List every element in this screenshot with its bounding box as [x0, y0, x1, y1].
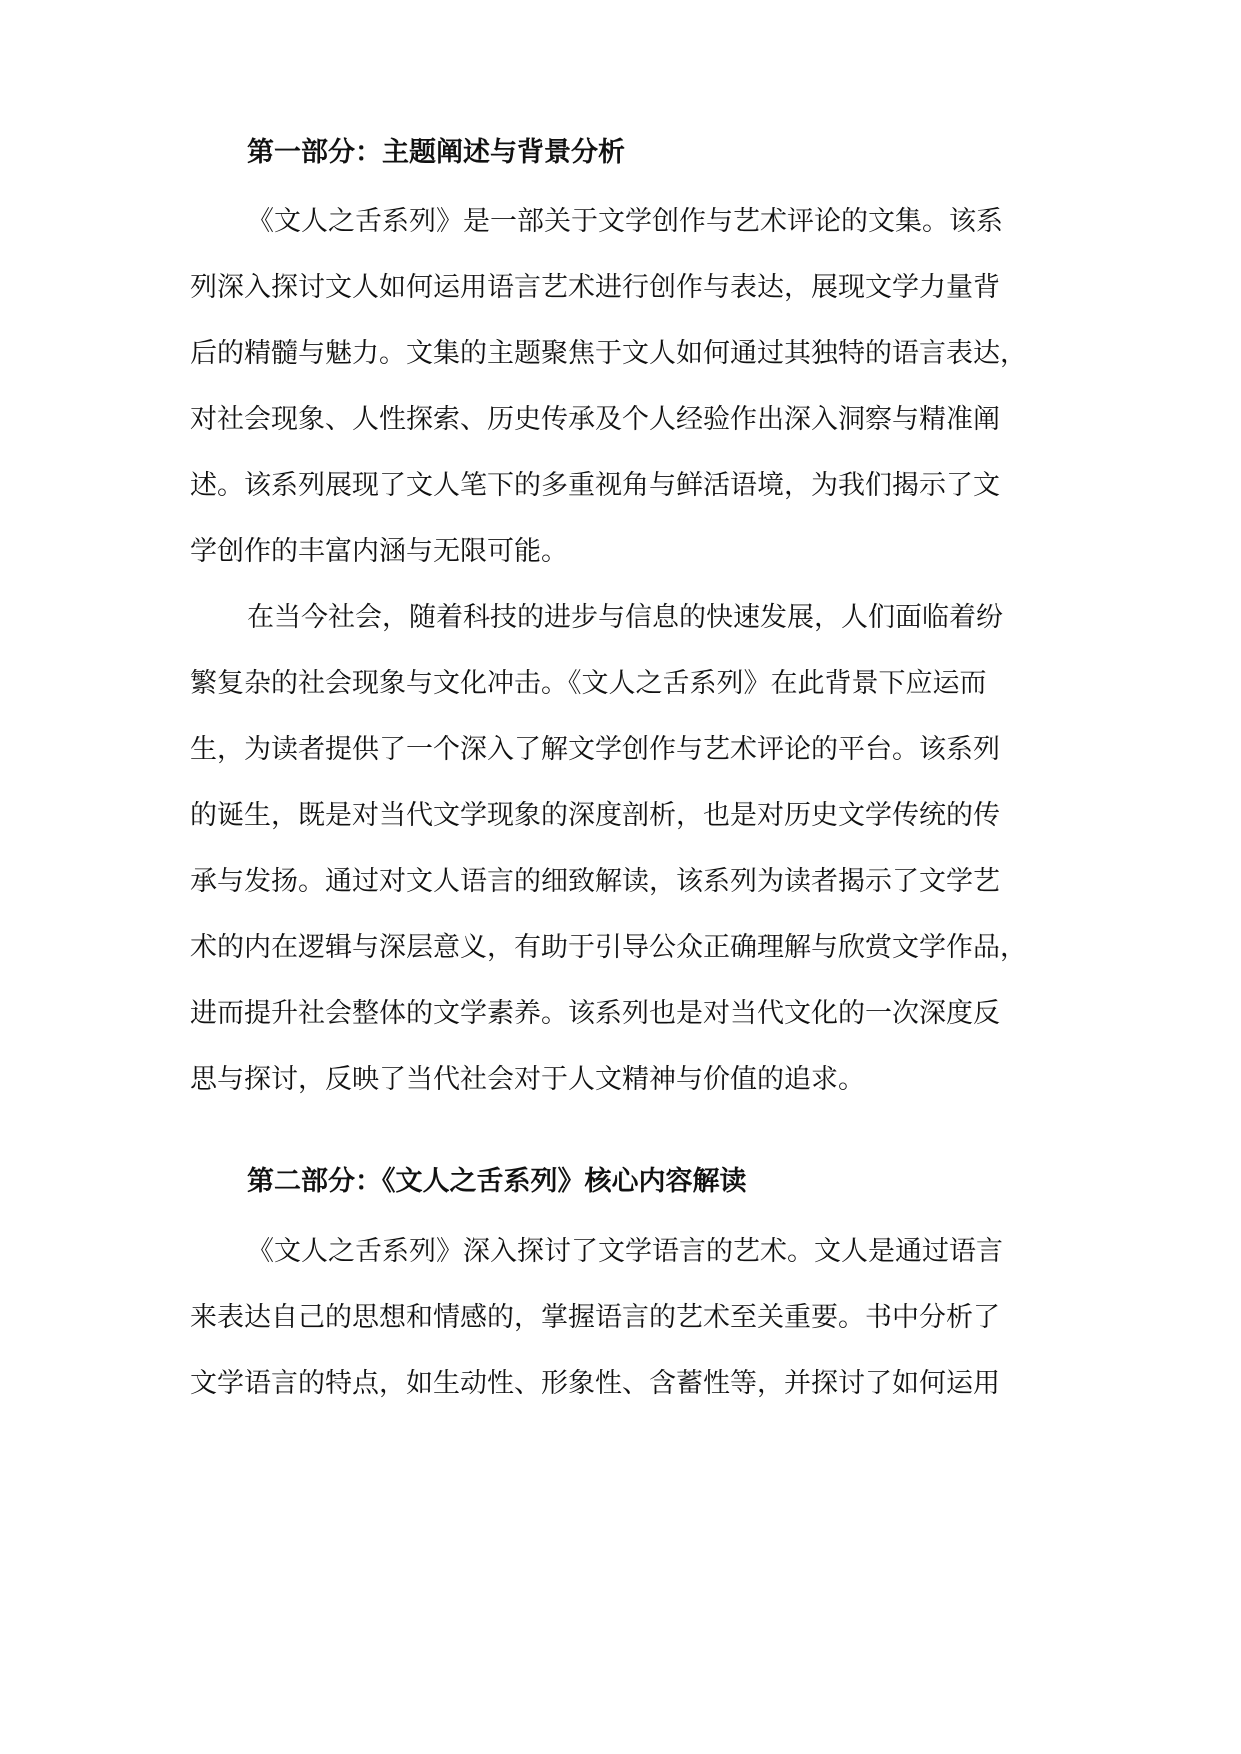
section2-heading: 第二部分：《文人之舌系列》核心内容解读 [247, 1166, 747, 1197]
section1-paragraph2-line: 繁复杂的社会现象与文化冲击。《文人之舌系列》在此背景下应运而 [190, 668, 987, 699]
section1-paragraph2-line: 的诞生，既是对当代文学现象的深度剖析，也是对历史文学传统的传 [190, 800, 1000, 831]
section1-paragraph2-line: 生，为读者提供了一个深入了解文学创作与艺术评论的平台。该系列 [190, 734, 1000, 765]
section2-paragraph1-line: 文学语言的特点，如生动性、形象性、含蓄性等，并探讨了如何运用 [190, 1368, 1000, 1399]
section1-paragraph1-line: 后的精髓与魅力。文集的主题聚焦于文人如何通过其独特的语言表达， [190, 338, 1027, 369]
section2-paragraph1-line: 来表达自己的思想和情感的，掌握语言的艺术至关重要。书中分析了 [190, 1302, 1000, 1333]
section1-heading: 第一部分：主题阐述与背景分析 [247, 137, 625, 168]
section1-paragraph2-line: 术的内在逻辑与深层意义，有助于引导公众正确理解与欣赏文学作品， [190, 932, 1027, 963]
section2-paragraph1-line: 《文人之舌系列》深入探讨了文学语言的艺术。文人是通过语言 [247, 1236, 1003, 1267]
section1-paragraph1-line: 《文人之舌系列》是一部关于文学创作与艺术评论的文集。该系 [247, 206, 1003, 237]
section1-paragraph1-line: 学创作的丰富内涵与无限可能。 [190, 536, 568, 567]
section1-paragraph1-line: 列深入探讨文人如何运用语言艺术进行创作与表达，展现文学力量背 [190, 272, 1000, 303]
section1-paragraph2-line: 在当今社会，随着科技的进步与信息的快速发展，人们面临着纷 [247, 602, 1003, 633]
section1-paragraph1-line: 述。该系列展现了文人笔下的多重视角与鲜活语境，为我们揭示了文 [190, 470, 1000, 501]
section1-paragraph2-line: 承与发扬。通过对文人语言的细致解读，该系列为读者揭示了文学艺 [190, 866, 1000, 897]
section1-paragraph2-line: 思与探讨，反映了当代社会对于人文精神与价值的追求。 [190, 1064, 865, 1095]
section1-paragraph2-line: 进而提升社会整体的文学素养。该系列也是对当代文化的一次深度反 [190, 998, 1000, 1029]
section1-paragraph1-line: 对社会现象、人性探索、历史传承及个人经验作出深入洞察与精准阐 [190, 404, 1000, 435]
